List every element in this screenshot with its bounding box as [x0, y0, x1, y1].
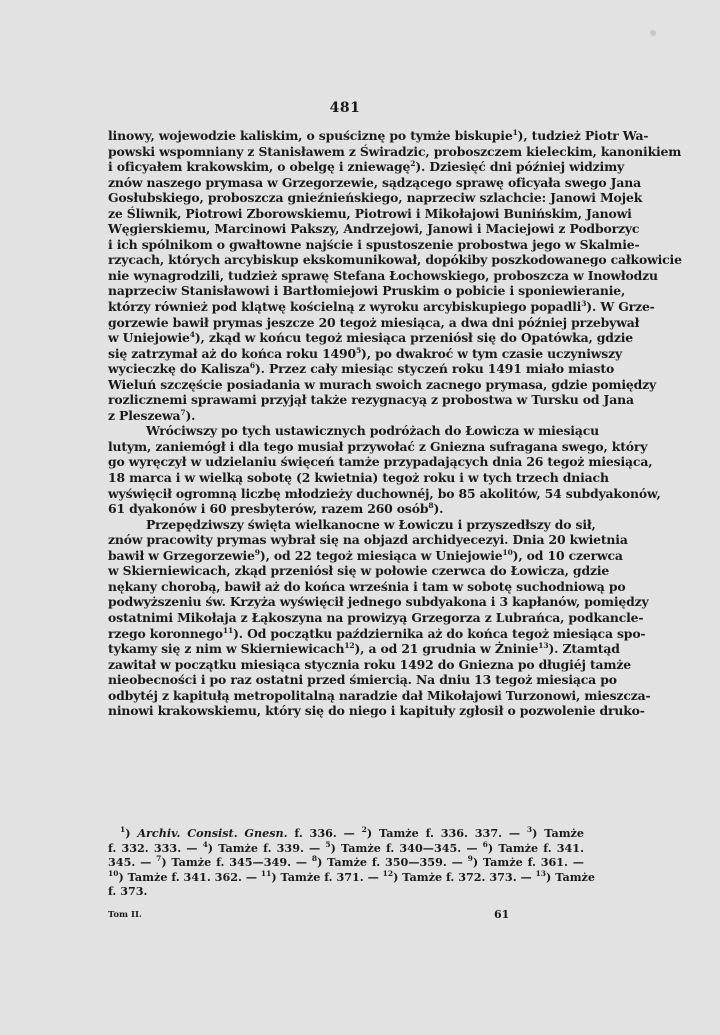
footnote-line — [108, 841, 584, 856]
text-line — [108, 221, 640, 237]
footnote-ref: 13 — [538, 641, 549, 651]
footnote-text: ) Tamże f. 350—359. — — [317, 855, 468, 870]
footnote-ref: 7 — [180, 407, 186, 417]
line-text: ). Przez cały miesiąc styczeń roku 1491 miało miasto — [254, 361, 615, 377]
line-text: tykamy się z nim w Skierniewicach — [108, 641, 345, 657]
footnote-number: 2 — [361, 825, 367, 834]
signature-mark: 61 — [494, 908, 510, 921]
line-text: wyświęcił ogromną liczbę młodzieży duchownéj, bo 85 akolitów, 54 subdyakonów, — [108, 485, 661, 501]
line-text: linowy, wojewodzie kaliskim, o spuściznę po tymże biskupie — [108, 128, 513, 143]
line-text: lutym, zaniemógł i dla tego musiał przywołać z Gniezna sufragana swego, który — [108, 438, 648, 454]
footnote-number: 3 — [526, 825, 533, 834]
footnote-text: f. 336. — — [287, 826, 362, 840]
line-text: ). Od początku października aż do końca tegoż miesiąca spo- — [233, 625, 646, 641]
line-text: ), zkąd w końcu tegoż miesiąca przeniósł się do Opatówka, gdzie — [194, 330, 633, 346]
footnote-number: 13 — [535, 868, 547, 878]
line-text: ). — [185, 407, 196, 423]
footnote-number: 1 — [120, 825, 126, 834]
text-line — [108, 330, 633, 346]
line-text: ), po dwakroć w tym czasie uczyniwszy — [361, 345, 623, 361]
line-text: ). Dziesięć dni później widzimy — [415, 159, 625, 175]
footnote-line — [108, 826, 584, 841]
line-text: ze Śliwnik, Piotrowi Zborowskiemu, Piotrowi i Mikołajowi Bunińskim, Janowi — [108, 205, 632, 221]
footnote-text: 345. — — [108, 855, 157, 870]
line-text: w Skierniewicach, zkąd przeniósł się w połowie czerwca do Łowicza, gdzie — [108, 563, 610, 579]
line-text: Wieluń szczęście posiadania w murach swoich zacnego prymasa, gdzie pomiędzy — [108, 376, 657, 392]
line-text: w Uniejowie — [108, 330, 190, 346]
text-line — [108, 267, 658, 284]
footnote-text: ) Tamże — [532, 826, 585, 840]
footnote-text: f. 373. — [108, 884, 148, 899]
footnote-number: 12 — [382, 868, 394, 878]
line-text: Węgierskiemu, Marcinowi Pakszy, Andrzejowi, Janowi i Maciejowi z Podborzyc — [108, 221, 640, 237]
footnote-ref: 1 — [512, 128, 518, 137]
text-line — [108, 578, 626, 595]
line-text: ). — [433, 501, 444, 517]
text-line — [108, 641, 620, 657]
footnote-number: 5 — [325, 839, 331, 849]
text-line — [108, 454, 653, 470]
text-line — [108, 376, 657, 393]
line-text: 61 dyakonów i 60 presbyterów, razem 260 osób — [108, 501, 429, 517]
footnote-text: ) Tamże f. 372. 373. — — [393, 869, 536, 884]
footnote-line — [108, 868, 596, 885]
text-line — [108, 563, 610, 579]
line-text: z Pleszewa — [108, 407, 181, 423]
footnote-text: ) Tamże — [546, 869, 596, 884]
text-line — [108, 361, 615, 377]
line-text: znów pracowity prymas wybrał się na objazd archidyecezyi. Dnia 20 kwietnia — [108, 532, 628, 548]
footnote-ref: 5 — [355, 345, 362, 355]
text-line — [108, 656, 631, 673]
line-text: powski wspomniany z Stanisławem z Świradzic, proboszczem kieleckim, kanonikiem — [108, 143, 682, 159]
line-text: Przepędziwszy święta wielkanocne w Łowiczu i przyszedłszy do sił, — [146, 516, 596, 532]
line-text: ninowi krakowskiemu, który się do niego i kapituły zgłosił o pozwolenie druko- — [108, 703, 645, 719]
line-text: i oficyałem krakowskim, o obelgę i zniewagę — [108, 159, 411, 175]
line-text: Wróciwszy po tych ustawicznych podróżach do Łowicza w miesiącu — [146, 423, 599, 439]
text-line — [108, 143, 682, 160]
line-text: zawitał w początku miesiąca stycznia roku 1492 do Gniezna po długiéj tamże — [108, 656, 631, 672]
text-line — [108, 314, 640, 331]
text-line — [108, 299, 655, 315]
footnote-text: ) Tamże f. 339. — — [207, 840, 326, 855]
line-text: 18 marca i w wielką sobotę (2 kwietnia) tegoż roku i w tych trzech dniach — [108, 470, 609, 486]
footnote-text: f. 332. 333. — — [108, 840, 203, 855]
line-text: wycieczkę do Kalisza — [108, 361, 250, 377]
text-line — [108, 625, 646, 642]
line-text: ), a od 21 grudnia w Żninie — [354, 641, 539, 657]
line-text: ). Ztamtąd — [548, 641, 620, 657]
text-line — [108, 687, 651, 704]
line-text: ), od 22 tegoż miesiąca w Uniejowie — [259, 547, 503, 563]
footnote-text: ) Tamże f. 336. 337. — — [366, 826, 527, 840]
text-line — [108, 236, 640, 253]
footnote-ref: 12 — [344, 641, 355, 651]
footnote-number: 10 — [108, 868, 119, 878]
line-text: go wyręczył w udzielaniu święceń tamże przypadających dnia 26 tegoż miesiąca, — [108, 454, 653, 470]
line-text: odbytéj z kapitułą metropolitalną naradzie dał Mikołajowi Turzonowi, mieszcza- — [108, 687, 651, 703]
footnotes — [108, 825, 596, 899]
footnote-number: 6 — [482, 839, 488, 849]
text-line — [108, 532, 628, 548]
line-text: nieobecności i po raz ostatni przed śmiercią. Na dniu 13 tegoż miesiąca po — [108, 672, 617, 688]
line-text: podwyższeniu św. Krzyża wyświęcił jednego subdyakona i 3 kapłanów, pomiędzy — [108, 594, 649, 610]
text-line — [108, 438, 648, 455]
footnote-text: ) Tamże f. 345—349. — — [161, 855, 312, 870]
footnote-ref: 9 — [254, 547, 260, 557]
text-line — [108, 392, 634, 408]
text-line — [108, 609, 644, 626]
line-text: rzego koronnego — [108, 625, 223, 641]
text-line — [108, 345, 623, 362]
footnote-number: 7 — [156, 854, 162, 864]
text-line — [108, 190, 643, 206]
text-line — [108, 672, 617, 688]
line-text: gorzewie bawił prymas jeszcze 20 tegoż miesiąca, a dwa dni później przebywał — [108, 314, 640, 330]
text-line — [108, 703, 645, 719]
text-line — [108, 283, 626, 299]
footnote-number: 8 — [311, 854, 318, 864]
footnote-ref: 8 — [428, 501, 434, 511]
line-text: naprzeciw Stanisławowi i Bartłomiejowi Pruskim o pobicie i sponiewieranie, — [108, 283, 626, 299]
footnote-text: ) Tamże f. 340—345. — — [330, 840, 483, 855]
line-text: rozlicznemi sprawami przyjął także rezygnacyą z probostwa w Tursku od Jana — [108, 392, 634, 408]
footnote-text: ) Tamże f. 361. — — [472, 855, 584, 870]
footnote-ref: 3 — [581, 299, 587, 309]
footnote-text: ) Tamże f. 341. 362. — — [118, 869, 261, 884]
line-text: ). W Grze- — [586, 299, 655, 315]
line-text: bawił w Grzegorzewie — [108, 547, 255, 563]
footnote-number: 9 — [467, 854, 473, 864]
line-text: ), od 10 czerwca — [512, 547, 623, 563]
line-text: którzy również pod klątwę kościelną z wyroku arcybiskupiego popadli — [108, 299, 582, 315]
line-text: ostatnimi Mikołaja z Łąkoszyna na prowizyą Grzegorza z Lubrańca, podkanclе- — [108, 609, 644, 625]
footnote-text: ) Tamże f. 371. — — [271, 869, 383, 884]
footnote-number: 11 — [260, 868, 272, 878]
line-text: rzycach, których arcybiskup ekskomunikował, dopókiby poszkodowanego całkowicie — [108, 252, 682, 268]
paper-speck — [650, 30, 656, 36]
body-text — [108, 128, 682, 719]
footnote-text: ) — [125, 826, 138, 840]
footnote-text: ) Tamże f. 341. — [487, 840, 584, 855]
line-text: i ich spólnikom o gwałtowne najście i spustoszenie probostwa jego w Skalmie- — [108, 236, 640, 252]
page-number: 481 — [329, 100, 361, 116]
text-line — [108, 470, 609, 486]
line-text: nie wynagrodzili, tudzież sprawę Stefana Łochowskiego, proboszcza w Inowłodzu — [108, 267, 658, 283]
line-text: ), tudzież Piotr Wa- — [517, 128, 649, 143]
footnote-number: 4 — [202, 839, 208, 849]
tome-label: Tom II. — [108, 910, 142, 920]
footnote-ref: 6 — [249, 361, 255, 371]
text-line — [108, 501, 584, 517]
line-text: Gosłubskiego, proboszcza gnieźnieńskiego, naprzeciw szlachcie: Janowi Mojek — [108, 190, 643, 206]
footnote-ref: 2 — [410, 159, 416, 169]
footnote-line — [108, 855, 584, 870]
text-line — [108, 159, 625, 175]
line-text: nękany chorobą, bawił aż do końca września i tam w sobotę suchodniową po — [108, 578, 626, 594]
text-line — [108, 408, 584, 424]
text-line — [108, 594, 649, 610]
line-text: się zatrzymał aż do końca roku 1490 — [108, 345, 356, 361]
text-line — [108, 174, 641, 191]
text-line — [108, 516, 596, 533]
footnote-ref: 10 — [502, 547, 513, 557]
text-line — [108, 252, 682, 268]
footnote-line — [108, 884, 584, 899]
text-line — [108, 547, 623, 564]
line-text: znów naszego prymasa w Grzegorzewie, sądzącego sprawę oficyała swego Jana — [108, 174, 641, 190]
text-line — [108, 128, 649, 144]
text-line — [108, 423, 599, 439]
footnote-ref: 4 — [189, 330, 195, 340]
text-line — [108, 205, 632, 222]
text-line — [108, 485, 661, 502]
footnote-ref: 11 — [222, 625, 234, 635]
source-title: Archiv. Consist. Gnesn. — [137, 826, 288, 840]
